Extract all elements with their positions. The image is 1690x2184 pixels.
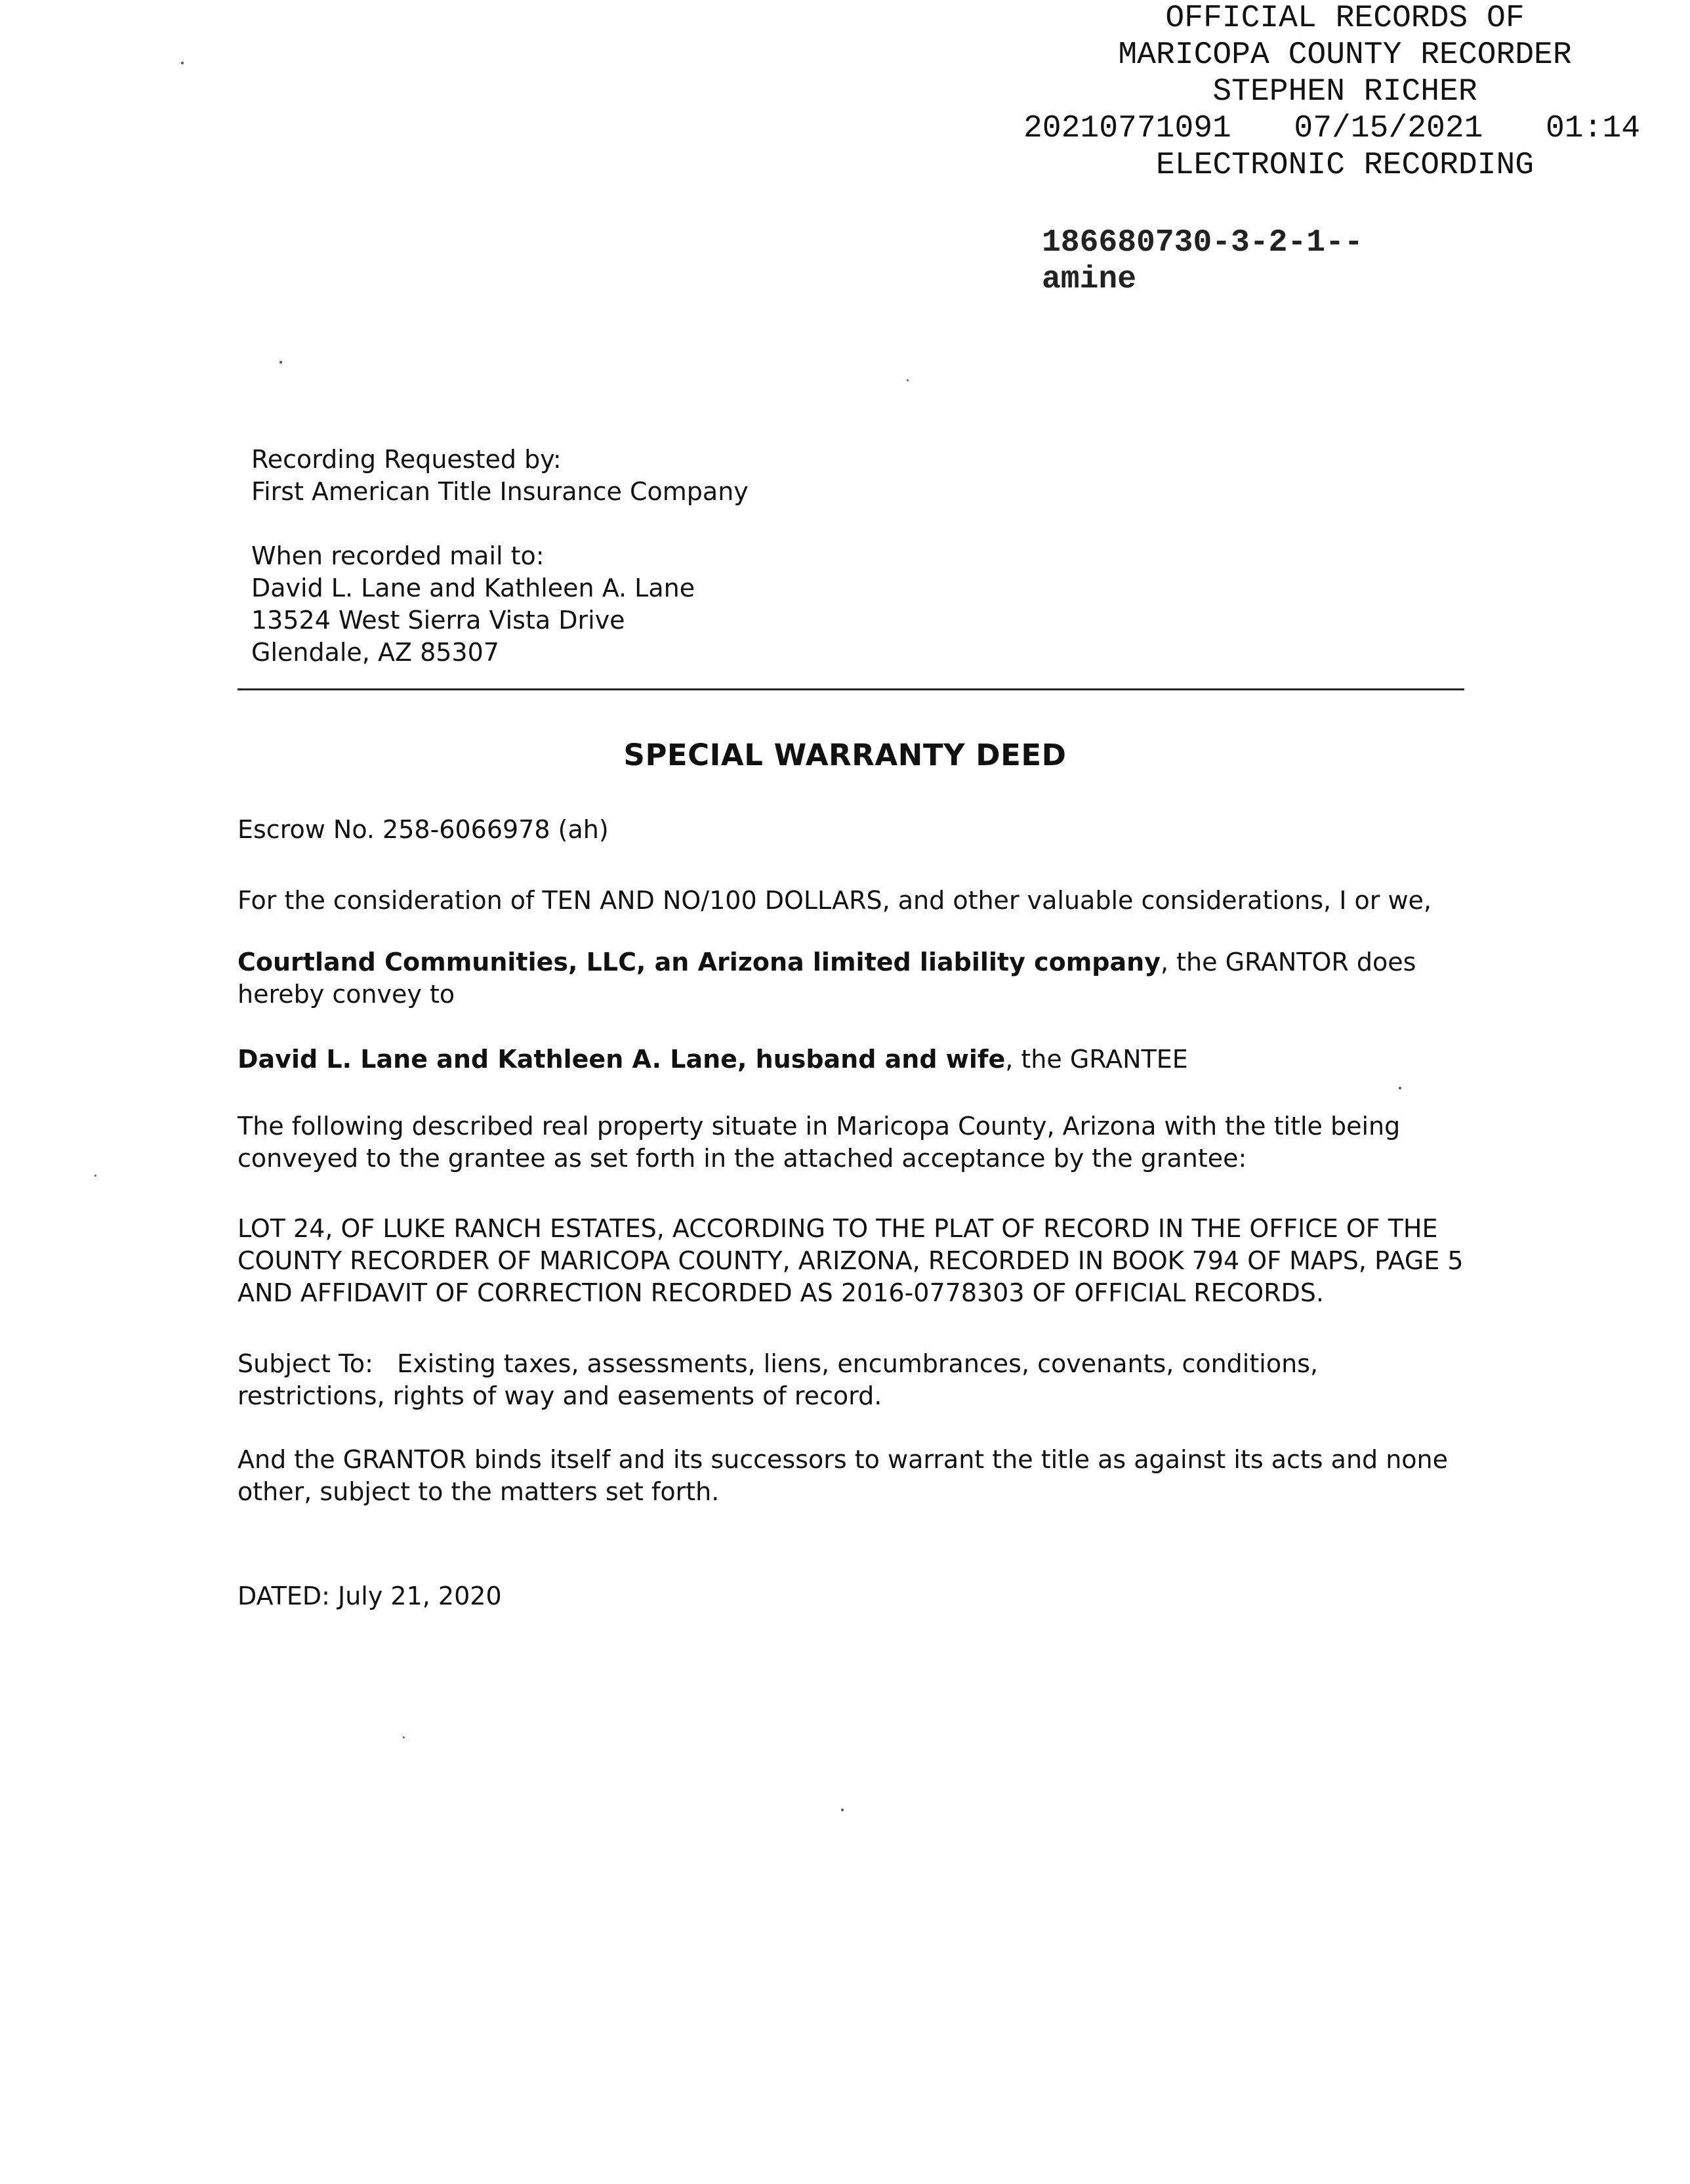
mail-to-name: David L. Lane and Kathleen A. Lane xyxy=(251,574,695,602)
mail-to-label: When recorded mail to: xyxy=(251,541,545,570)
spacer xyxy=(251,508,749,540)
scan-speck xyxy=(403,1736,405,1738)
stamp-line-recorder-name: STEPHEN RICHER xyxy=(1212,74,1477,110)
mail-to-city: Glendale, AZ 85307 xyxy=(251,638,499,667)
dated-line: DATED: July 21, 2020 xyxy=(237,1582,502,1610)
scan-speck xyxy=(94,1175,96,1177)
stamp-recording-number: 20210771091 xyxy=(1023,111,1231,146)
subject-to-paragraph: Subject To: Existing taxes, assessments, liens, encumbrances, covenants, conditions, restrictions, rights of way and easements of record. xyxy=(237,1349,1327,1410)
stamp-recording-time: 01:14 xyxy=(1545,111,1640,146)
legal-description-line: AND AFFIDAVIT OF CORRECTION RECORDED AS 2016-0778303 OF OFFICIAL RECORDS. xyxy=(237,1278,1324,1307)
recording-requested-by: First American Title Insurance Company xyxy=(251,477,749,506)
stamp-line-official-records: OFFICIAL RECORDS OF xyxy=(1165,1,1525,36)
mail-to-street: 13524 West Sierra Vista Drive xyxy=(251,606,625,635)
stamp-line-county-recorder: MARICOPA COUNTY RECORDER xyxy=(1118,37,1572,73)
grantee-paragraph xyxy=(237,1043,1471,1076)
stamp-reference-number: 186680730-3-2-1-- xyxy=(1042,225,1363,261)
legal-description-line: COUNTY RECORDER OF MARICOPA COUNTY, ARIZONA, RECORDED IN BOOK 794 OF MAPS, PAGE 5 xyxy=(237,1246,1464,1275)
stamp-operator: amine xyxy=(1042,262,1137,297)
header-divider xyxy=(237,688,1464,690)
consideration-paragraph: For the consideration of TEN AND NO/100 DOLLARS, and other valuable considerations, I or we, xyxy=(237,886,1432,915)
scan-speck xyxy=(907,379,909,381)
recording-requested-label: Recording Requested by: xyxy=(251,445,562,474)
grantee-name: David L. Lane and Kathleen A. Lane, husband and wife xyxy=(237,1045,1006,1074)
stamp-line-electronic-recording: ELECTRONIC RECORDING xyxy=(1155,148,1535,183)
grantor-clause: , the GRANTOR does hereby convey to xyxy=(237,948,1416,1009)
stamp-recording-date: 07/15/2021 xyxy=(1294,111,1483,146)
scan-speck xyxy=(181,62,184,64)
property-intro-paragraph: The following described real property situate in Maricopa County, Arizona with the title being conveyed to the grantee as set forth in the attached acceptance by the grantee: xyxy=(237,1112,1401,1173)
stamp-recording-row xyxy=(1023,110,1640,147)
scan-speck xyxy=(841,1809,844,1811)
scan-speck xyxy=(279,361,282,364)
legal-description-line: LOT 24, OF LUKE RANCH ESTATES, ACCORDING TO THE PLAT OF RECORD IN THE OFFICE OF THE xyxy=(237,1214,1438,1243)
grantor-paragraph xyxy=(237,946,1471,1011)
recorder-stamp xyxy=(1023,0,1640,184)
scan-speck xyxy=(1399,1087,1401,1089)
recording-mail-block xyxy=(251,444,749,669)
stamp-reference-block xyxy=(1042,224,1363,298)
grantee-clause: , the GRANTEE xyxy=(1005,1045,1188,1074)
document-title: SPECIAL WARRANTY DEED xyxy=(623,738,1067,772)
grantor-name: Courtland Communities, LLC, an Arizona limited liability company xyxy=(237,948,1161,976)
escrow-number: Escrow No. 258-6066978 (ah) xyxy=(237,815,609,844)
legal-description xyxy=(237,1213,1471,1309)
warranty-paragraph: And the GRANTOR binds itself and its successors to warrant the title as against its acts and none other, subject to the matters set forth. xyxy=(237,1445,1449,1506)
